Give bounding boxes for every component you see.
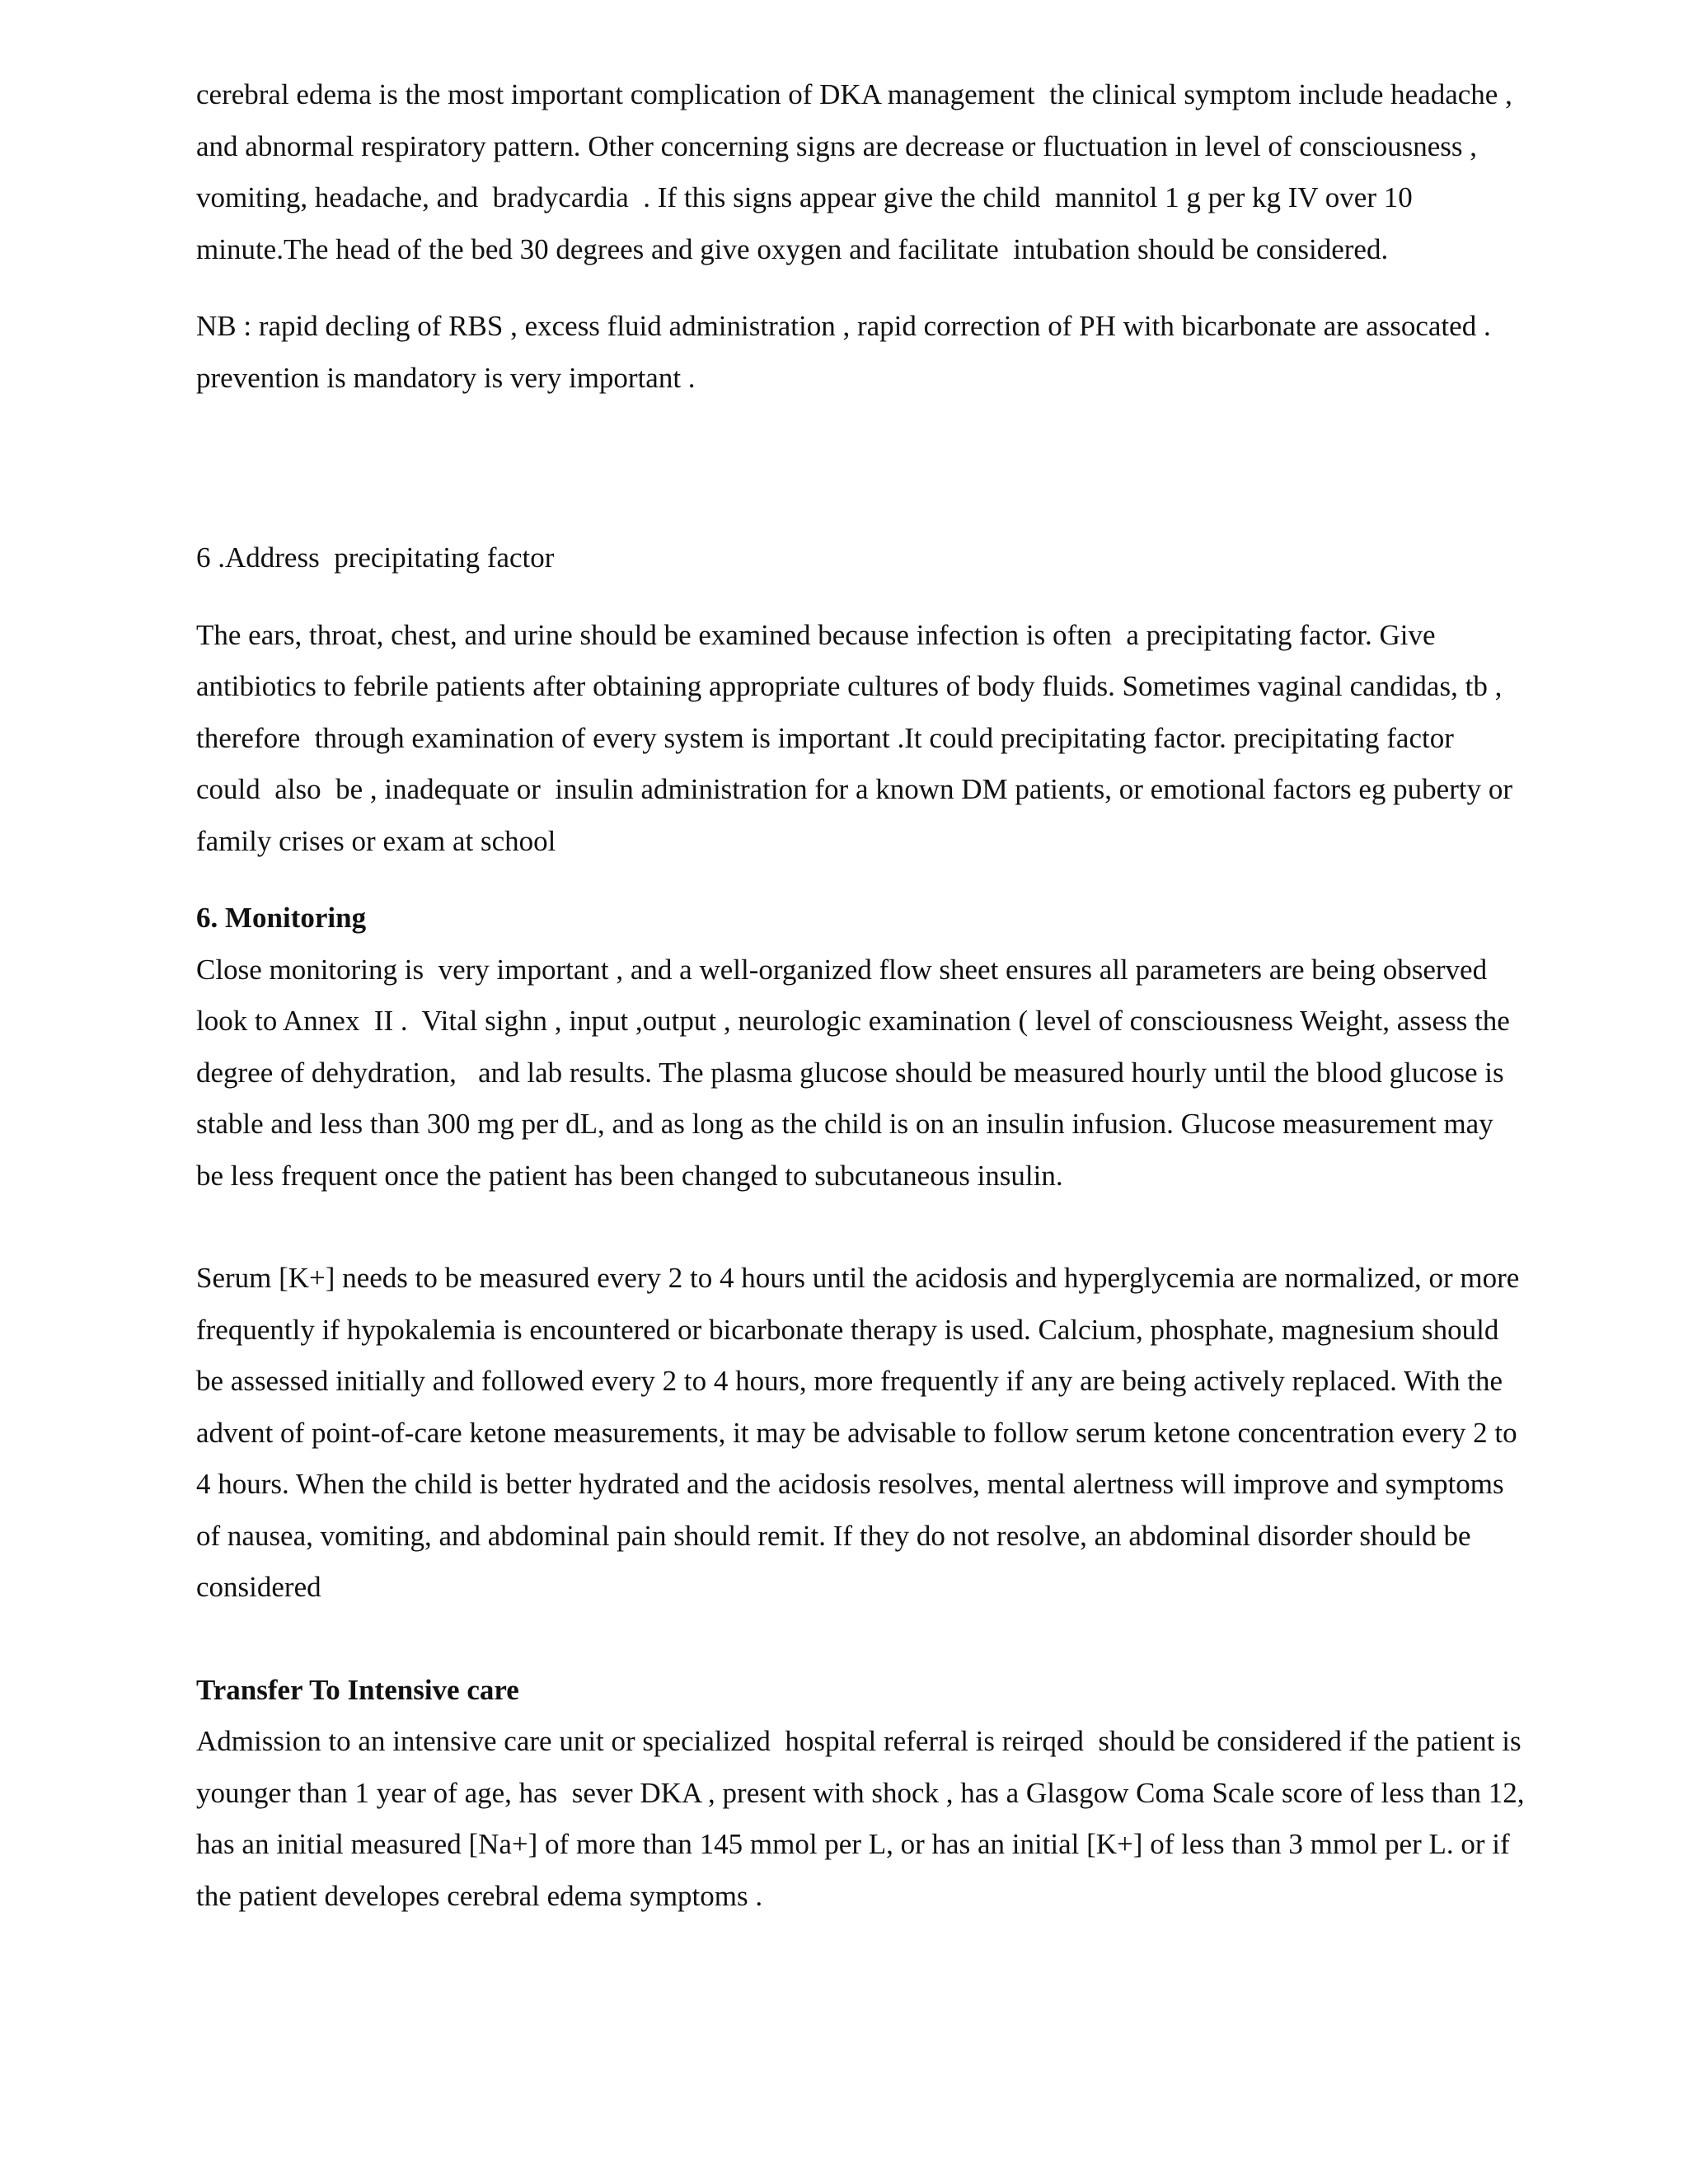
heading-monitoring: 6. Monitoring <box>196 902 367 934</box>
paragraph-serum-potassium: Serum [K+] needs to be measured every 2 to 4 hours until the acidosis and hyperglycemia are normalized, or more frequently if hypokalemia is encountered or bicarbonate therapy is used. Calcium, phosphate, magnesium should be assessed initially and followed every 2 to 4 hours, more frequently if any are being actively replaced. With the advent of point-of-care ketone measurements, it may be advisable to follow serum ketone concentration every 2 to 4 hours. When the child is better hydrated and the acidosis resolves, mental alertness will improve and symptoms of nausea, vomiting, and abdominal pain should remit. If they do not resolve, an abdominal disorder should be considered <box>196 1262 1527 1603</box>
paragraph-precipitating-factor: The ears, throat, chest, and urine should be examined because infection is often a precipitating factor. Give antibiotics to febrile patients after obtaining appropriate cultures of body fluids. Sometimes vaginal candidas, tb , therefore through examination of every system is important .It could precipitating factor. precipitating factor could also be , inadequate or insulin administration for a known DM patients, or emotional factors eg puberty or family crises or exam at school <box>196 618 1520 857</box>
paragraph-cerebral-edema: cerebral edema is the most important complication of DKA management the clinical symptom include headache , and abnormal respiratory pattern. Other concerning signs are decrease or fluctuation in level of consciousness , vomiting, headache, and bradycardia . If this signs appear give the child mannitol 1 g per kg IV over 10 minute.The head of the bed 30 degrees and give oxygen and facilitate intubation should be considered. <box>196 78 1520 265</box>
document-page <box>196 69 1532 1922</box>
heading-transfer-intensive-care: Transfer To Intensive care <box>196 1673 519 1706</box>
paragraph-transfer-intensive-care: Admission to an intensive care unit or specialized hospital referral is reirqed should be considered if the patient is younger than 1 year of age, has sever DKA , present with shock , has a Glasgow Coma Scale score of less than 12, has an initial measured [Na+] of more than 145 mmol per L, or has an initial [K+] of less than 3 mmol per L. or if the patient developes cerebral edema symptoms . <box>196 1725 1532 1912</box>
paragraph-monitoring: Close monitoring is very important , and a well-organized flow sheet ensures all parameters are being observed look to Annex II . Vital sighn , input ,output , neurologic examination ( level of consciousness Weight, assess the degree of dehydration, and lab results. The plasma glucose should be measured hourly until the blood glucose is stable and less than 300 mg per dL, and as long as the child is on an insulin infusion. Glucose measurement may be less frequent once the patient has been changed to subcutaneous insulin. <box>196 953 1517 1192</box>
heading-precipitating-factor: 6 .Address precipitating factor <box>196 541 555 574</box>
paragraph-nb-note: NB : rapid decling of RBS , excess fluid administration , rapid correction of PH with bicarbonate are assocated . prevention is mandatory is very important . <box>196 310 1498 394</box>
